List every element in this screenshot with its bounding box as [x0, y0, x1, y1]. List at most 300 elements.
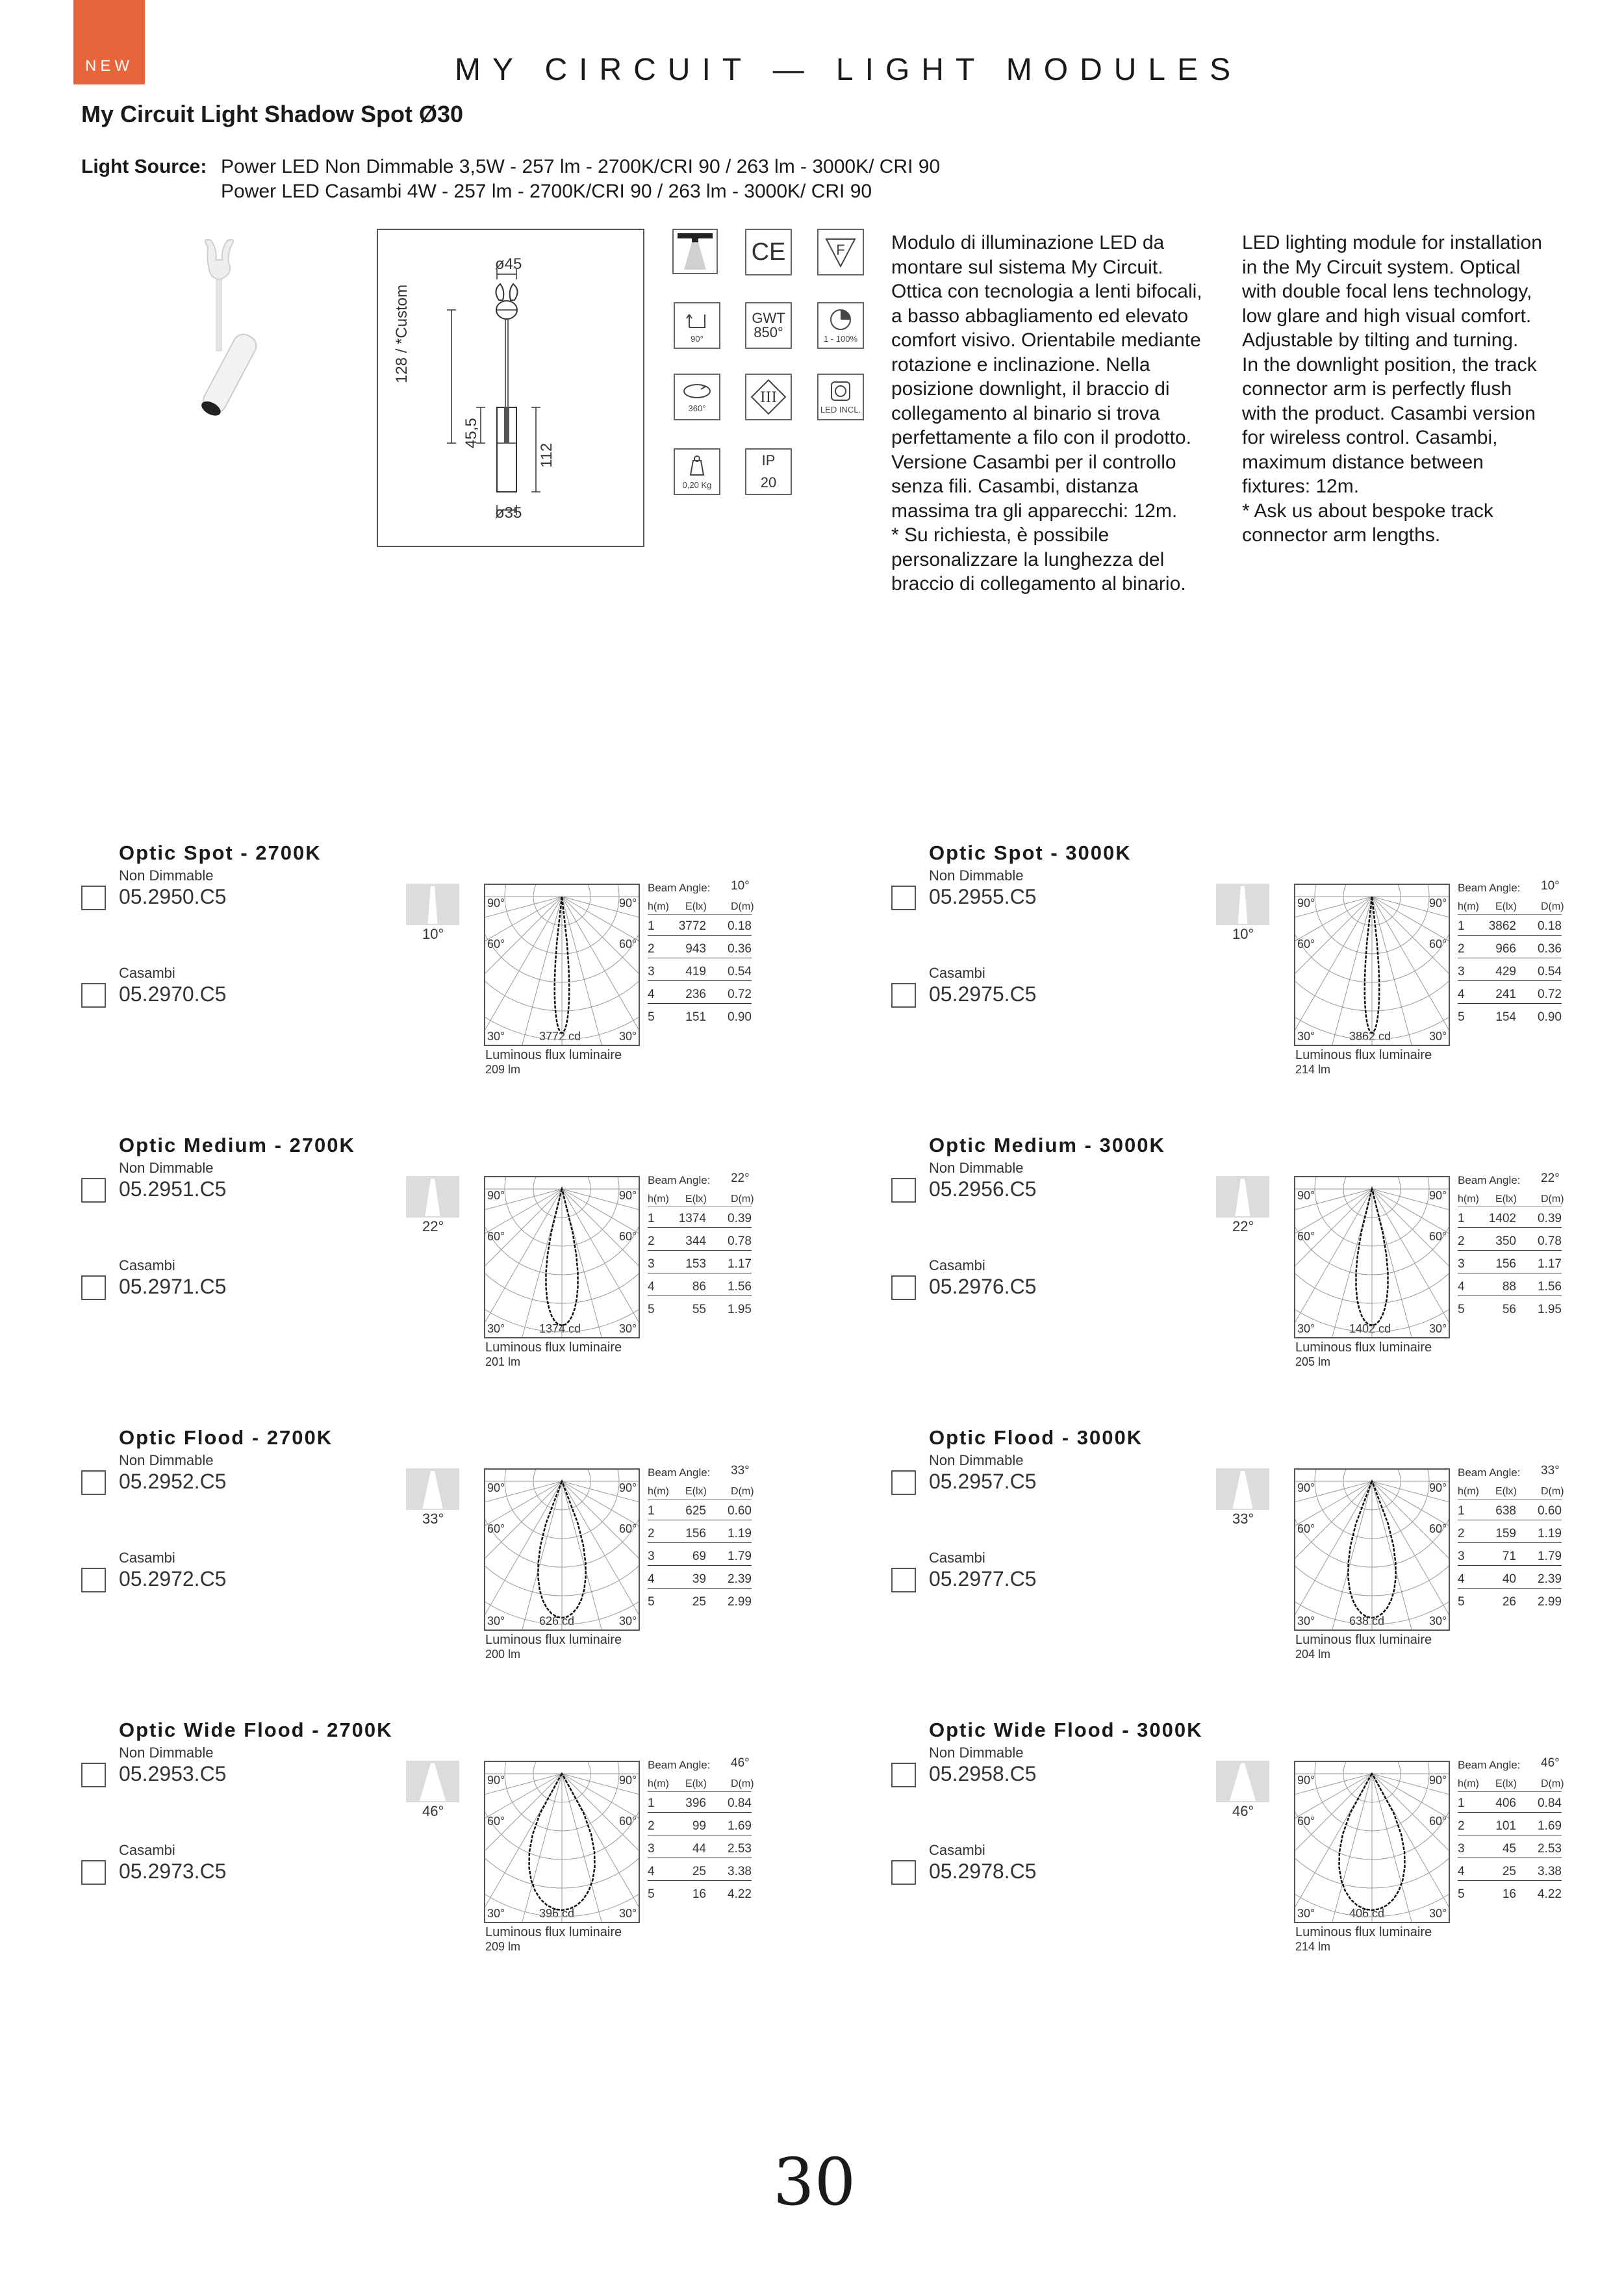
f-mark-icon: [817, 229, 864, 275]
table-header-cell: E(lx): [1495, 1194, 1517, 1205]
polar-grid-ray: [1295, 1189, 1372, 1327]
table-cell: 2.39: [1538, 1572, 1562, 1586]
table-cell: 1: [648, 919, 655, 933]
table-header-cell: E(lx): [685, 1194, 707, 1205]
non-dimmable-label: Non Dimmable: [929, 1160, 1024, 1176]
table-row: [648, 1837, 752, 1858]
polar-label-90-right: 90°: [1429, 1481, 1447, 1494]
table-cell: 2.99: [728, 1595, 752, 1609]
casambi-checkbox[interactable]: [81, 1568, 106, 1592]
table-row: [1458, 1005, 1562, 1026]
non-dimmable-label: Non Dimmable: [119, 1160, 214, 1176]
table-cell: 0.18: [728, 919, 752, 933]
table-cell: 1.17: [1538, 1257, 1562, 1271]
table-row: [1458, 1229, 1562, 1251]
description-line: montare sul sistema My Circuit.: [891, 256, 1163, 278]
luminous-flux-value: 205 lm: [1295, 1355, 1331, 1368]
table-cell: 4.22: [728, 1887, 752, 1901]
table-row: [1458, 1499, 1562, 1520]
table-cell: 0.78: [1538, 1234, 1562, 1248]
table-cell: 0.84: [728, 1796, 752, 1810]
table-row: [1458, 937, 1562, 958]
table-row: [648, 1814, 752, 1835]
casambi-code: 05.2975.C5: [929, 982, 1037, 1006]
non-dimmable-checkbox[interactable]: [81, 1178, 106, 1203]
table-row: [1458, 1297, 1562, 1318]
table-cell: 45: [1502, 1842, 1516, 1856]
table-header: [648, 1186, 752, 1207]
beam-angle-value: 10°: [731, 879, 750, 893]
polar-label-30-right: 30°: [619, 1322, 637, 1335]
non-dimmable-code: 05.2955.C5: [929, 885, 1037, 908]
beam-cone: [425, 1179, 440, 1216]
polar-label-30-left: 30°: [1297, 1615, 1315, 1628]
table-cell: 1.95: [728, 1303, 752, 1316]
luminous-flux-value: 200 lm: [485, 1648, 521, 1661]
beam-cone: [422, 1471, 442, 1509]
description-italian: [891, 231, 1236, 596]
luminous-flux-value: 209 lm: [485, 1940, 521, 1953]
table-header-cell: h(m): [648, 901, 669, 912]
polar-curve-plot: [485, 885, 639, 1045]
table-cell: 4: [1458, 988, 1465, 1001]
table-header: [1458, 1186, 1562, 1207]
table-cell: 0.78: [728, 1234, 752, 1248]
casambi-label: Casambi: [119, 1550, 175, 1566]
table-cell: 3862: [1488, 919, 1516, 933]
table-header-cell: h(m): [1458, 1194, 1479, 1205]
table-header-cell: h(m): [1458, 901, 1479, 912]
table-cell: 69: [692, 1550, 706, 1563]
gwt-icon: GWT 850°: [745, 302, 792, 349]
dimmer-icon: 1 - 100%: [817, 302, 864, 349]
description-line: senza fili. Casambi, distanza: [891, 476, 1139, 497]
table-cell: 154: [1495, 1010, 1516, 1024]
table-cell: 1: [648, 1796, 655, 1810]
table-row: [648, 1252, 752, 1273]
table-cell: 0.84: [1538, 1796, 1562, 1810]
non-dimmable-code: 05.2953.C5: [119, 1762, 227, 1785]
table-cell: 3: [648, 965, 655, 978]
beam-angle-value: 22°: [731, 1171, 750, 1185]
table-cell: 5: [1458, 1303, 1465, 1316]
beam-cone-icon: [1216, 1761, 1269, 1802]
optic-title: Optic Flood - 2700K: [119, 1426, 333, 1449]
ce-icon: CE: [745, 229, 792, 275]
table-cell: 0.90: [728, 1010, 752, 1024]
polar-grid-ray: [562, 1481, 639, 1619]
table-cell: 3: [1458, 1550, 1465, 1563]
description-line: personalizzare la lunghezza del: [891, 548, 1165, 570]
non-dimmable-checkbox[interactable]: [891, 1763, 916, 1787]
dim-diameter-35: ø35: [495, 504, 522, 522]
ip-rating-icon: IP 20: [745, 448, 792, 495]
non-dimmable-checkbox[interactable]: [81, 1470, 106, 1495]
table-cell: 26: [1502, 1595, 1516, 1609]
table-cell: 1.56: [728, 1280, 752, 1294]
description-line: Modulo di illuminazione LED da: [891, 232, 1165, 253]
table-cell: 0.39: [728, 1212, 752, 1225]
description-line: Versione Casambi per il controllo: [891, 451, 1176, 473]
non-dimmable-code: 05.2958.C5: [929, 1762, 1037, 1785]
description-line: * Su richiesta, è possibile: [891, 524, 1110, 546]
beam-cone-icon: [1216, 1176, 1269, 1218]
casambi-checkbox[interactable]: [891, 1275, 916, 1300]
beam-angle-icon-label: 22°: [422, 1218, 444, 1234]
polar-label-90-right: 90°: [1429, 1774, 1447, 1787]
table-header-cell: D(m): [1541, 1194, 1564, 1205]
casambi-label: Casambi: [929, 1842, 985, 1858]
non-dimmable-label: Non Dimmable: [119, 1744, 214, 1761]
tilt-icon: 90°: [674, 302, 720, 349]
table-row: [1458, 1590, 1562, 1611]
beam-cone-icon: [406, 884, 459, 925]
description-line: low glare and high visual comfort.: [1242, 305, 1532, 327]
table-row: [648, 1590, 752, 1611]
table-cell: 419: [685, 965, 706, 978]
non-dimmable-label: Non Dimmable: [929, 1452, 1024, 1468]
table-row: [648, 1275, 752, 1296]
luminous-flux-label: Luminous flux luminaire: [485, 1340, 622, 1355]
table-cell: 0.72: [1538, 988, 1562, 1001]
polar-label-90-right: 90°: [619, 897, 637, 910]
casambi-code: 05.2976.C5: [929, 1275, 1037, 1298]
table-cell: 1.56: [1538, 1280, 1562, 1294]
table-cell: 2: [648, 1527, 655, 1540]
table-cell: 3.38: [1538, 1865, 1562, 1878]
description-line: Adjustable by tilting and turning.: [1242, 329, 1519, 351]
beam-cone-icon: [1216, 1468, 1269, 1510]
table-cell: 5: [648, 1595, 655, 1609]
table-cell: 5: [1458, 1887, 1465, 1901]
non-dimmable-code: 05.2952.C5: [119, 1470, 227, 1493]
non-dimmable-checkbox[interactable]: [891, 1178, 916, 1203]
table-cell: 2: [1458, 1234, 1465, 1248]
optic-title: Optic Wide Flood - 2700K: [119, 1718, 393, 1741]
description-line: for wireless control. Casambi,: [1242, 427, 1498, 448]
table-cell: 1.95: [1538, 1303, 1562, 1316]
luminous-flux-value: 214 lm: [1295, 1063, 1331, 1076]
luminous-flux-label: Luminous flux luminaire: [1295, 1633, 1432, 1647]
peak-candela: 1402 cd: [1349, 1322, 1391, 1335]
table-row: [1458, 1882, 1562, 1903]
beam-angle-label: Beam Angle:: [1458, 882, 1521, 894]
luminous-flux-label: Luminous flux luminaire: [1295, 1340, 1432, 1355]
luminous-flux-label: Luminous flux luminaire: [1295, 1048, 1432, 1062]
polar-label-60-left: 60°: [1297, 1522, 1315, 1535]
beam-angle-label: Beam Angle:: [648, 1759, 711, 1771]
polar-label-60-left: 60°: [1297, 938, 1315, 951]
polar-grid-ray: [1372, 1189, 1449, 1327]
table-cell: 25: [1502, 1865, 1516, 1878]
polar-curve-plot: [485, 1470, 639, 1629]
polar-grid-ray: [1372, 897, 1449, 994]
polar-grid-ray: [1295, 897, 1372, 1034]
peak-candela: 3772 cd: [539, 1030, 581, 1043]
optic-title: Optic Spot - 2700K: [119, 841, 322, 864]
table-cell: 16: [1502, 1887, 1516, 1901]
casambi-code: 05.2978.C5: [929, 1859, 1037, 1883]
table-cell: 4.22: [1538, 1887, 1562, 1901]
table-header-cell: D(m): [1541, 901, 1564, 912]
casambi-label: Casambi: [119, 965, 175, 981]
description-line: perfettamente a filo con il prodotto.: [891, 427, 1191, 448]
beam-angle-value: 33°: [1541, 1464, 1560, 1477]
beam-angle-icon-label: 10°: [1232, 926, 1254, 942]
table-cell: 44: [692, 1842, 706, 1856]
f-mark-letter: F: [836, 242, 845, 258]
table-header: [1458, 1770, 1562, 1792]
polar-label-90-left: 90°: [487, 1189, 505, 1202]
polar-grid-ray: [1295, 1481, 1372, 1619]
beam-angle-value: 22°: [1541, 1171, 1560, 1185]
table-cell: 1: [1458, 1796, 1465, 1810]
table-header-cell: h(m): [648, 1778, 669, 1789]
table-cell: 2: [648, 1819, 655, 1833]
table-row: [1458, 1544, 1562, 1566]
table-cell: 4: [1458, 1280, 1465, 1294]
table-cell: 344: [685, 1234, 706, 1248]
beam-angle-icon-label: 46°: [1232, 1803, 1254, 1819]
table-row: [1458, 1522, 1562, 1543]
peak-candela: 638 cd: [1349, 1615, 1385, 1628]
table-header-cell: E(lx): [685, 1486, 707, 1497]
casambi-code: 05.2972.C5: [119, 1567, 227, 1591]
description-line: massima tra gli apparecchi: 12m.: [891, 500, 1178, 522]
description-line: fixtures: 12m.: [1242, 476, 1360, 497]
casambi-checkbox[interactable]: [891, 1568, 916, 1592]
luminous-flux-value: 204 lm: [1295, 1648, 1331, 1661]
table-row: [648, 982, 752, 1004]
polar-label-90-left: 90°: [1297, 1481, 1315, 1494]
non-dimmable-checkbox[interactable]: [81, 1763, 106, 1787]
table-header: [648, 1478, 752, 1500]
luminous-flux-value: 209 lm: [485, 1063, 521, 1076]
non-dimmable-label: Non Dimmable: [929, 867, 1024, 884]
peak-candela: 626 cd: [539, 1615, 575, 1628]
table-cell: 1: [1458, 919, 1465, 933]
casambi-code: 05.2970.C5: [119, 982, 227, 1006]
polar-label-30-left: 30°: [1297, 1322, 1315, 1335]
table-cell: 350: [1495, 1234, 1516, 1248]
table-cell: 2.39: [728, 1572, 752, 1586]
table-cell: 2: [1458, 942, 1465, 956]
polar-grid-ray: [562, 1189, 639, 1327]
polar-label-90-left: 90°: [487, 1774, 505, 1787]
table-cell: 0.90: [1538, 1010, 1562, 1024]
table-cell: 5: [648, 1010, 655, 1024]
table-cell: 88: [1502, 1280, 1516, 1294]
casambi-checkbox[interactable]: [81, 983, 106, 1008]
table-cell: 101: [1495, 1819, 1516, 1833]
class-iii-text: III: [759, 390, 778, 406]
description-line: * Ask us about bespoke track: [1242, 500, 1493, 522]
table-cell: 1: [648, 1212, 655, 1225]
table-cell: 0.54: [728, 965, 752, 978]
polar-label-60-right: 60°: [1429, 1522, 1447, 1535]
polar-label-30-right: 30°: [1429, 1030, 1447, 1043]
beam-cone: [1232, 1471, 1252, 1509]
non-dimmable-code: 05.2957.C5: [929, 1470, 1037, 1493]
casambi-checkbox[interactable]: [81, 1860, 106, 1885]
table-row: [1458, 1814, 1562, 1835]
table-cell: 4: [648, 988, 655, 1001]
table-cell: 156: [685, 1527, 706, 1540]
casambi-checkbox[interactable]: [891, 983, 916, 1008]
table-cell: 3: [1458, 965, 1465, 978]
beam-angle-icon-label: 10°: [422, 926, 444, 942]
table-header-cell: E(lx): [1495, 901, 1517, 912]
class-iii-icon: [745, 374, 792, 420]
description-line: connector arm is perfectly flush: [1242, 378, 1512, 400]
casambi-label: Casambi: [929, 1550, 985, 1566]
polar-grid-ray: [562, 897, 639, 994]
rotation-icon: 360°: [674, 374, 720, 420]
table-cell: 2: [1458, 1819, 1465, 1833]
table-cell: 3: [648, 1550, 655, 1563]
polar-grid-ray: [562, 897, 639, 1034]
table-header-cell: D(m): [1541, 1486, 1564, 1497]
table-row: [1458, 1567, 1562, 1589]
table-cell: 2: [648, 942, 655, 956]
table-row: [648, 1567, 752, 1589]
table-row: [1458, 1252, 1562, 1273]
page-title: MY CIRCUIT — LIGHT MODULES: [455, 53, 1243, 87]
polar-grid-ray: [1372, 1481, 1449, 1619]
peak-candela: 396 cd: [539, 1907, 575, 1920]
casambi-checkbox[interactable]: [81, 1275, 106, 1300]
casambi-code: 05.2973.C5: [119, 1859, 227, 1883]
table-header-cell: D(m): [731, 1194, 754, 1205]
polar-label-60-right: 60°: [619, 1522, 637, 1535]
description-line: In the downlight position, the track: [1242, 353, 1537, 376]
weight-icon: 0,20 Kg: [674, 448, 720, 495]
polar-label-60-left: 60°: [487, 1522, 505, 1535]
table-row: [648, 914, 752, 936]
non-dimmable-checkbox[interactable]: [81, 886, 106, 910]
table-cell: 3.38: [728, 1865, 752, 1878]
table-cell: 5: [1458, 1010, 1465, 1024]
beam-angle-icon-label: 46°: [422, 1803, 444, 1819]
beam-angle-value: 10°: [1541, 879, 1560, 893]
peak-candela: 3862 cd: [1349, 1030, 1391, 1043]
casambi-label: Casambi: [119, 1257, 175, 1273]
table-cell: 0.60: [1538, 1504, 1562, 1518]
polar-grid-ray: [1295, 1774, 1372, 1871]
table-cell: 16: [692, 1887, 706, 1901]
luminous-flux-label: Luminous flux luminaire: [485, 1633, 622, 1647]
table-header-cell: h(m): [648, 1486, 669, 1497]
non-dimmable-checkbox[interactable]: [891, 1470, 916, 1495]
luminous-flux-value: 214 lm: [1295, 1940, 1331, 1953]
polar-grid-ray: [562, 1774, 639, 1871]
table-cell: 241: [1495, 988, 1516, 1001]
light-source-line-2: Power LED Casambi 4W - 257 lm - 2700K/CRI 90 / 263 lm - 3000K/ CRI 90: [221, 181, 872, 202]
non-dimmable-label: Non Dimmable: [929, 1744, 1024, 1761]
polar-curve-plot: [1295, 1470, 1449, 1629]
table-cell: 4: [648, 1572, 655, 1586]
table-row: [648, 1882, 752, 1903]
table-cell: 0.54: [1538, 965, 1562, 978]
table-cell: 1: [1458, 1504, 1465, 1518]
table-cell: 1: [648, 1504, 655, 1518]
polar-label-60-right: 60°: [619, 938, 637, 951]
table-cell: 151: [685, 1010, 706, 1024]
table-cell: 396: [685, 1796, 706, 1810]
non-dimmable-code: 05.2956.C5: [929, 1177, 1037, 1201]
table-cell: 406: [1495, 1796, 1516, 1810]
polar-grid-ray: [1372, 1481, 1449, 1579]
description-line: Ottica con tecnologia a lenti bifocali,: [891, 281, 1202, 302]
casambi-code: 05.2971.C5: [119, 1275, 227, 1298]
description-english: [1242, 231, 1593, 548]
description-line: maximum distance between: [1242, 451, 1484, 473]
light-source-line-1: Power LED Non Dimmable 3,5W - 257 lm - 2700K/CRI 90 / 263 lm - 3000K/ CRI 90: [221, 156, 941, 177]
table-cell: 56: [1502, 1303, 1516, 1316]
polar-grid-ray: [485, 1774, 562, 1871]
table-header: [648, 893, 752, 915]
table-cell: 4: [648, 1865, 655, 1878]
polar-grid-ray: [562, 1481, 639, 1579]
beam-angle-icon-label: 33°: [422, 1511, 444, 1527]
table-row: [1458, 1791, 1562, 1813]
polar-label-30-right: 30°: [619, 1907, 637, 1920]
luminous-flux-value: 201 lm: [485, 1355, 521, 1368]
table-header-cell: h(m): [648, 1194, 669, 1205]
table-header-cell: D(m): [731, 1778, 754, 1789]
beam-angle-label: Beam Angle:: [1458, 1759, 1521, 1771]
luminous-flux-label: Luminous flux luminaire: [1295, 1925, 1432, 1939]
polar-label-60-left: 60°: [487, 938, 505, 951]
casambi-checkbox[interactable]: [891, 1860, 916, 1885]
table-cell: 236: [685, 988, 706, 1001]
table-row: [648, 1791, 752, 1813]
optic-title: Optic Flood - 3000K: [929, 1426, 1143, 1449]
description-line: a basso abbagliamento ed elevato: [891, 305, 1189, 327]
table-cell: 1.69: [728, 1819, 752, 1833]
table-cell: 1: [1458, 1212, 1465, 1225]
polar-label-90-left: 90°: [1297, 1774, 1315, 1787]
beam-angle-label: Beam Angle:: [1458, 1466, 1521, 1479]
table-header-cell: h(m): [1458, 1778, 1479, 1789]
polar-label-30-left: 30°: [1297, 1030, 1315, 1043]
dim-height-112: 112: [538, 442, 555, 468]
table-cell: 40: [1502, 1572, 1516, 1586]
table-cell: 3: [1458, 1842, 1465, 1856]
casambi-label: Casambi: [119, 1842, 175, 1858]
table-row: [648, 1005, 752, 1026]
non-dimmable-label: Non Dimmable: [119, 867, 214, 884]
table-cell: 3772: [678, 919, 706, 933]
new-badge: NEW: [73, 0, 145, 84]
non-dimmable-code: 05.2951.C5: [119, 1177, 227, 1201]
polar-curve-plot: [485, 1762, 639, 1922]
table-header-cell: D(m): [1541, 1778, 1564, 1789]
non-dimmable-checkbox[interactable]: [891, 886, 916, 910]
polar-label-90-right: 90°: [1429, 897, 1447, 910]
description-line: connector arm lengths.: [1242, 524, 1441, 546]
table-cell: 5: [648, 1887, 655, 1901]
description-line: in the My Circuit system. Optical: [1242, 256, 1521, 278]
table-cell: 1402: [1488, 1212, 1516, 1225]
table-cell: 1.19: [728, 1527, 752, 1540]
polar-label-60-left: 60°: [487, 1815, 505, 1828]
polar-label-90-right: 90°: [619, 1189, 637, 1202]
beam-angle-value: 46°: [731, 1756, 750, 1770]
table-cell: 156: [1495, 1257, 1516, 1271]
polar-label-30-left: 30°: [487, 1322, 505, 1335]
table-cell: 1374: [678, 1212, 706, 1225]
